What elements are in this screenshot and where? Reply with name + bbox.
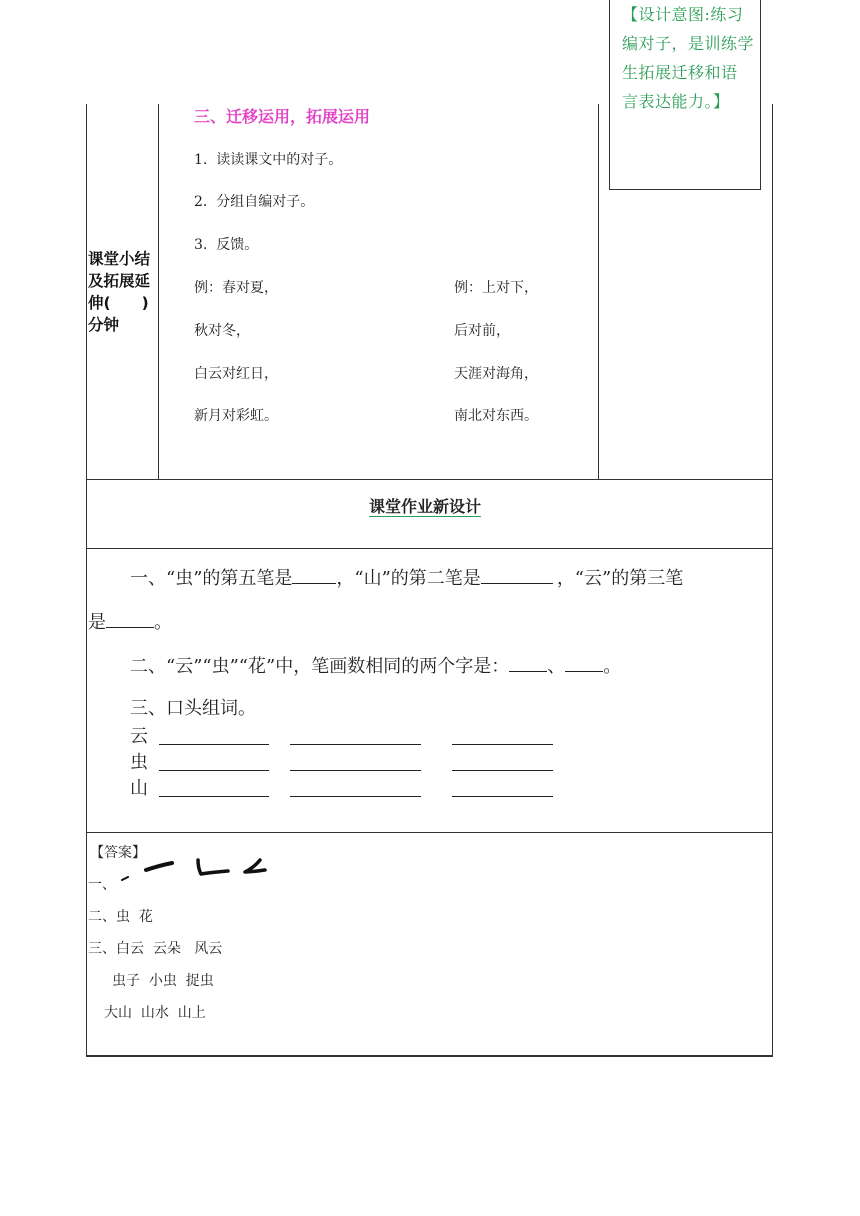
homework-title: 课堂作业新设计 — [369, 497, 482, 516]
section-heading: 三、迁移运用，拓展运用 — [194, 107, 371, 126]
example-right: 天涯对海角， — [454, 366, 538, 382]
question-1-text: ，“山”的第二笔是 — [336, 568, 481, 589]
example-right: 南北对东西。 — [454, 408, 538, 424]
table-border-left-lower — [86, 479, 87, 1057]
word-char: 虫 — [130, 752, 148, 773]
answer-heading: 【答案】 — [90, 845, 146, 861]
question-2 — [130, 653, 621, 679]
word-blank[interactable] — [452, 744, 553, 745]
table-border-right-lower — [772, 479, 773, 1057]
stroke-dian-icon — [122, 877, 128, 880]
stroke-shu-zhe-icon — [198, 860, 228, 874]
example-right: 后对前， — [454, 323, 510, 339]
example-left: 白云对红日， — [194, 366, 278, 382]
table-border-right-upper — [772, 104, 773, 480]
question-1-text: ，“云”的第三笔 — [556, 568, 684, 589]
table-row-divider — [86, 479, 773, 480]
question-1-text: 一、“虫”的第五笔是 — [130, 568, 293, 589]
question-1-text: 。 — [154, 612, 172, 633]
design-note-line: 【设计意图:练习 — [622, 5, 744, 24]
word-blank[interactable] — [159, 744, 269, 745]
table-divider-label — [158, 104, 159, 480]
answer-blank[interactable] — [565, 653, 603, 672]
table-divider-note — [598, 104, 599, 480]
stroke-strokes-image — [110, 852, 280, 888]
word-blank[interactable] — [159, 796, 269, 797]
row-label — [88, 248, 150, 336]
design-note-line: 编对子，是训练学 — [622, 34, 755, 53]
design-note — [622, 0, 758, 116]
question-1-cont — [88, 609, 172, 635]
question-1-text: 是 — [88, 612, 106, 633]
step-item: 3. 反馈。 — [194, 237, 259, 253]
example-left: 例：春对夏， — [194, 280, 278, 296]
question-2-text: 二、“云”“虫”“花”中，笔画数相同的两个字是： — [130, 656, 510, 677]
example-left: 新月对彩虹。 — [194, 408, 278, 424]
step-item: 1. 读读课文中的对子。 — [194, 152, 343, 168]
stroke-pie-zhe-icon — [245, 860, 265, 872]
table-row-divider — [86, 832, 773, 833]
answer-blank[interactable] — [481, 565, 553, 584]
word-char: 云 — [130, 726, 148, 747]
example-left: 秋对冬， — [194, 323, 250, 339]
row-label-line: 分钟 — [88, 316, 120, 334]
word-blank[interactable] — [290, 744, 421, 745]
answer-blank[interactable] — [509, 653, 547, 672]
example-right: 例：上对下， — [454, 280, 538, 296]
table-row-divider — [86, 548, 773, 549]
question-1 — [130, 565, 683, 591]
answer-1-prefix: 一、 — [88, 877, 116, 893]
design-note-line: 生拓展迁移和语 — [622, 63, 738, 82]
word-blank[interactable] — [452, 796, 553, 797]
question-2-text: 。 — [603, 656, 622, 677]
word-char: 山 — [130, 778, 148, 799]
stroke-heng-icon — [146, 863, 172, 870]
word-blank[interactable] — [159, 770, 269, 771]
table-bottom-border — [86, 1055, 773, 1057]
step-item: 2. 分组自编对子。 — [194, 194, 315, 210]
answer-blank[interactable] — [106, 609, 154, 628]
answer-3-line2: 虫子 小虫 捉虫 — [112, 973, 214, 989]
design-note-line: 言表达能力。】 — [622, 92, 730, 111]
answer-3: 三、白云 云朵 风云 — [88, 941, 223, 957]
question-3: 三、口头组词。 — [130, 698, 256, 719]
table-border-left-upper — [86, 104, 87, 480]
row-label-line: 伸( ) — [88, 294, 149, 312]
row-label-line: 课堂小结 — [88, 250, 151, 268]
row-label-line: 及拓展延 — [88, 272, 151, 290]
word-blank[interactable] — [290, 796, 421, 797]
word-blank[interactable] — [290, 770, 421, 771]
answer-blank[interactable] — [292, 565, 336, 584]
answer-3-line3: 大山 山水 山上 — [104, 1005, 206, 1021]
word-blank[interactable] — [452, 770, 553, 771]
question-2-text: 、 — [547, 656, 566, 677]
answer-2: 二、虫 花 — [88, 909, 153, 925]
